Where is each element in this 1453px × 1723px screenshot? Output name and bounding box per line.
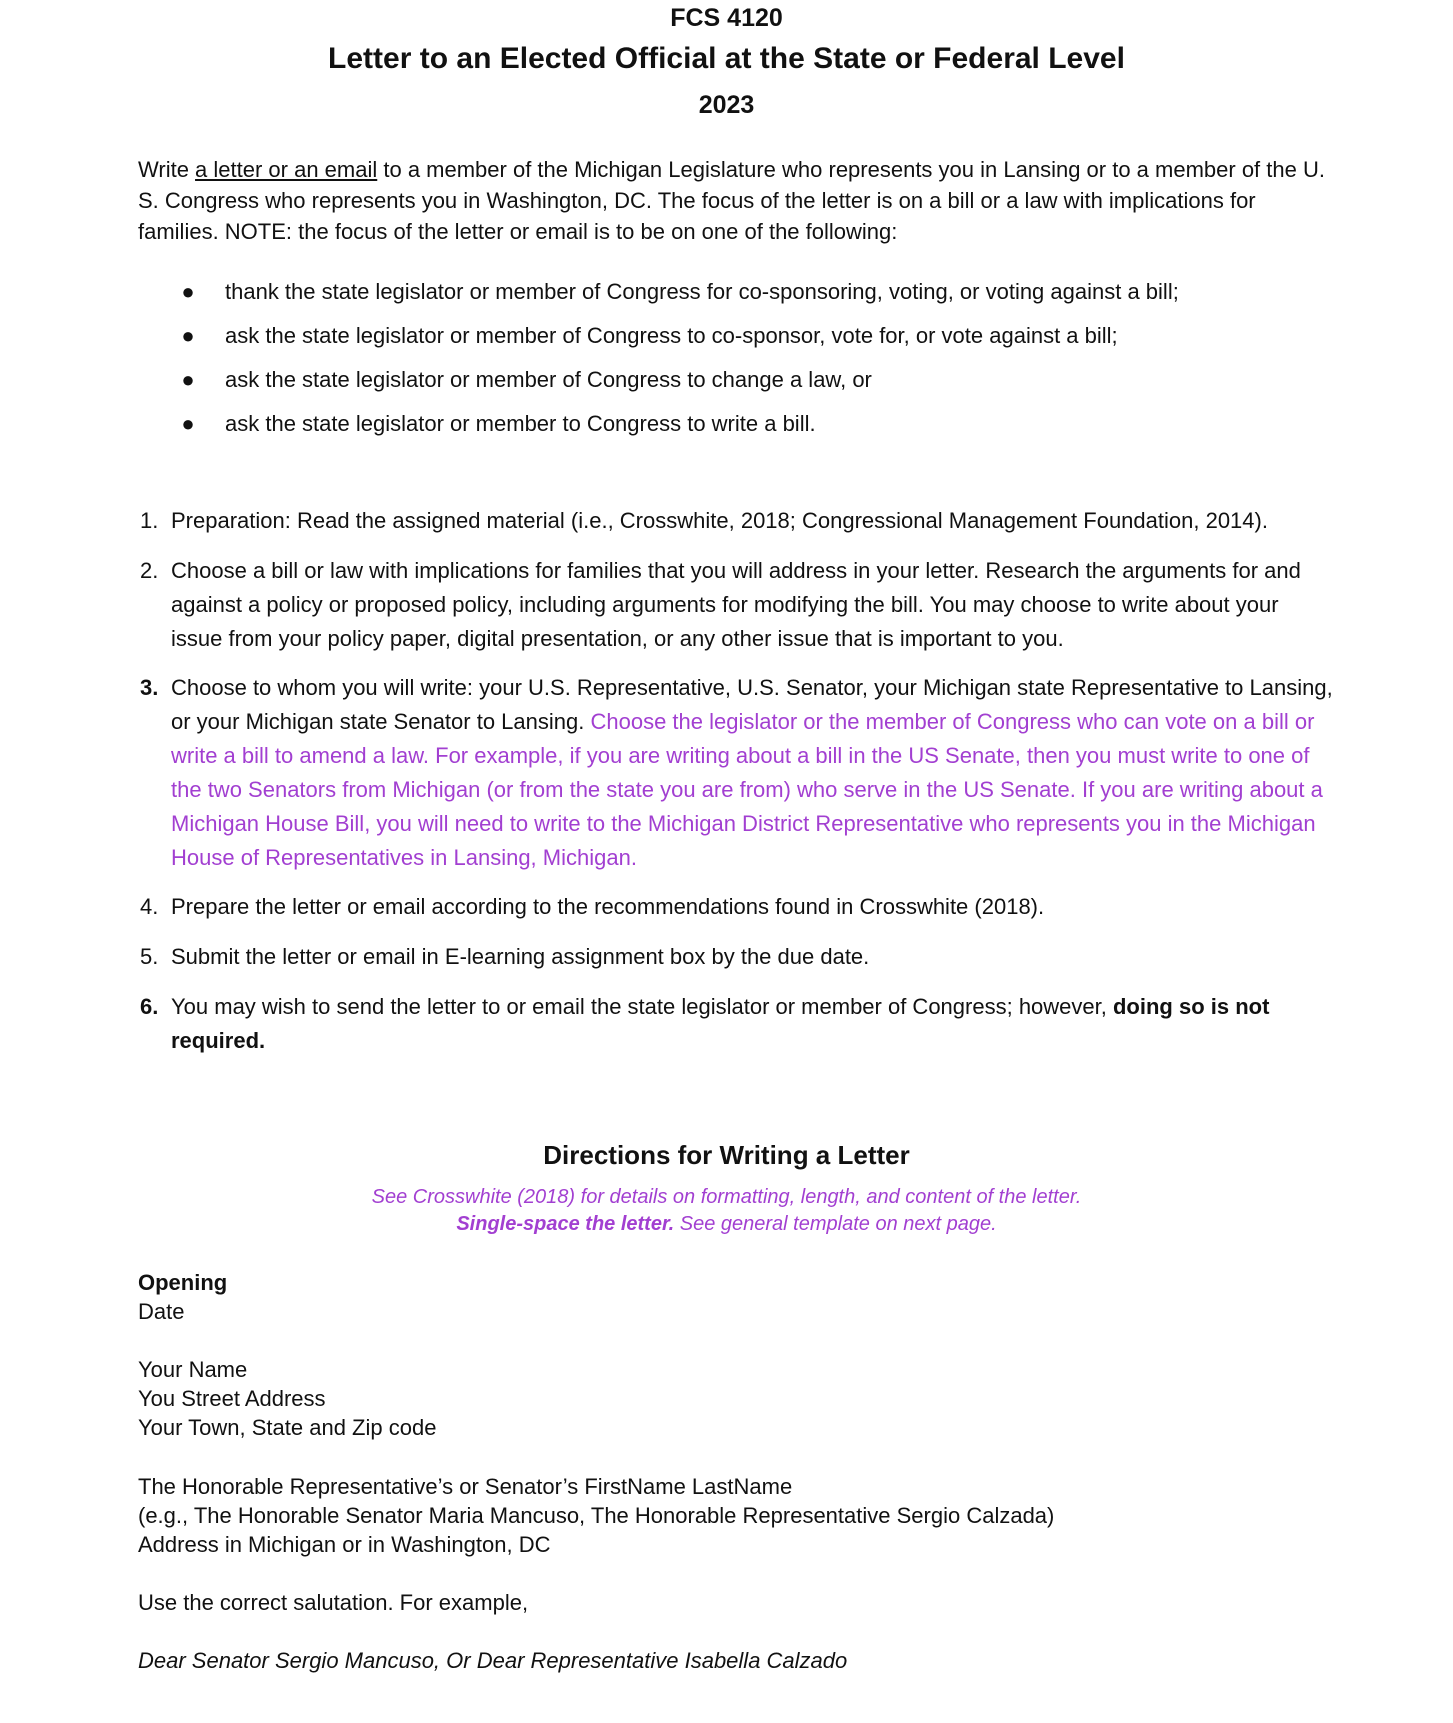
- date-line: Date: [138, 1299, 185, 1324]
- step-highlight-text: Choose the legislator or the member of Congress who can vote on a bill or write a bill to amend a law. For example, if you are writing about a bill in the US Senate, then you must write to one of the two Senators from Michigan (or from the state you are from) who serve in the US Senate. If you are writing about a Michigan House Bill, you will need to write to the Michigan District Representative who represents you in the Michigan House of Representatives in Lansing, Michigan.: [171, 709, 1323, 870]
- bullet-icon: ●: [181, 367, 195, 392]
- directions-note-line1: See Crosswhite (2018) for details on formatting, length, and content of the letter.: [371, 1186, 1082, 1208]
- course-code: FCS 4120: [670, 4, 783, 32]
- step-text-main: Choose to whom you will write: your U.S. Representative, U.S. Senator, your Michigan state Representative to Lansing, or your Michigan state Senator to Lansing.: [171, 675, 1333, 734]
- directions-note-rest: See general template on next page.: [674, 1213, 997, 1235]
- intro-underlined-text: a letter or an email: [195, 157, 378, 182]
- step-number: 6.: [140, 994, 159, 1019]
- honorable-example-line: (e.g., The Honorable Senator Maria Mancuso, The Honorable Representative Sergio Calzada): [138, 1503, 1055, 1528]
- step-text: Prepare the letter or email according to the recommendations found in Crosswhite (2018).: [171, 894, 1045, 919]
- bullet-icon: ●: [181, 411, 195, 436]
- intro-text-rest: to a member of the Michigan Legislature who represents you in Lansing or to a member of the U. S. Congress who represents you in Washington, DC. The focus of the letter is on a bill or a law with implications for families. NOTE: the focus of the letter or email is to be on one of the following:: [138, 157, 1325, 244]
- bullet-text: ask the state legislator or member of Congress to co-sponsor, vote for, or vote against a bill;: [225, 323, 1118, 348]
- step-number: 3.: [140, 675, 159, 700]
- step-bold-text: doing so is not required.: [171, 994, 1270, 1053]
- intro-text-start: Write: [138, 157, 196, 182]
- step-text: [171, 671, 1336, 875]
- honorable-line: The Honorable Representative’s or Senator’s FirstName LastName: [138, 1474, 793, 1499]
- bullet-text: thank the state legislator or member of Congress for co-sponsoring, voting, or voting against a bill;: [225, 279, 1179, 304]
- directions-note-line2: [0, 1213, 1453, 1236]
- step-text-main: You may wish to send the letter to or email the state legislator or member of Congress; however,: [171, 994, 1113, 1019]
- step-text: Submit the letter or email in E-learning assignment box by the due date.: [171, 944, 870, 969]
- salutation-example-line: Dear Senator Sergio Mancuso, Or Dear Representative Isabella Calzado: [138, 1648, 848, 1673]
- step-text: [171, 990, 1336, 1058]
- bullet-icon: ●: [181, 323, 195, 348]
- official-address-line: Address in Michigan or in Washington, DC: [138, 1532, 551, 1557]
- bullet-text: ask the state legislator or member of Congress to change a law, or: [225, 367, 872, 392]
- document-title: Letter to an Elected Official at the State or Federal Level: [328, 42, 1125, 75]
- salutation-intro-line: Use the correct salutation. For example,: [138, 1590, 529, 1615]
- step-number: 4.: [140, 894, 159, 919]
- step-number: 5.: [140, 944, 159, 969]
- town-line: Your Town, State and Zip code: [138, 1415, 437, 1440]
- step-text: Preparation: Read the assigned material (i.e., Crosswhite, 2018; Congressional Management Foundation, 2014).: [171, 508, 1268, 533]
- directions-note-bold: Single-space the letter.: [456, 1213, 675, 1235]
- step-number: 2.: [140, 558, 159, 583]
- step-number: 1.: [140, 508, 159, 533]
- step-text: Choose a bill or law with implications for families that you will address in your letter. Research the arguments for and against a policy or proposed policy, including arguments for modifying the bill. You may choose to write about your issue from your policy paper, digital presentation, or any other issue that is important to you.: [171, 558, 1301, 651]
- street-address-line: You Street Address: [138, 1386, 326, 1411]
- bullet-text: ask the state legislator or member to Congress to write a bill.: [225, 411, 816, 436]
- your-name-line: Your Name: [138, 1357, 248, 1382]
- bullet-icon: ●: [181, 279, 195, 304]
- document-year: 2023: [698, 91, 755, 119]
- directions-heading: Directions for Writing a Letter: [543, 1140, 910, 1170]
- intro-paragraph: [138, 154, 1328, 247]
- opening-label: Opening: [138, 1270, 228, 1295]
